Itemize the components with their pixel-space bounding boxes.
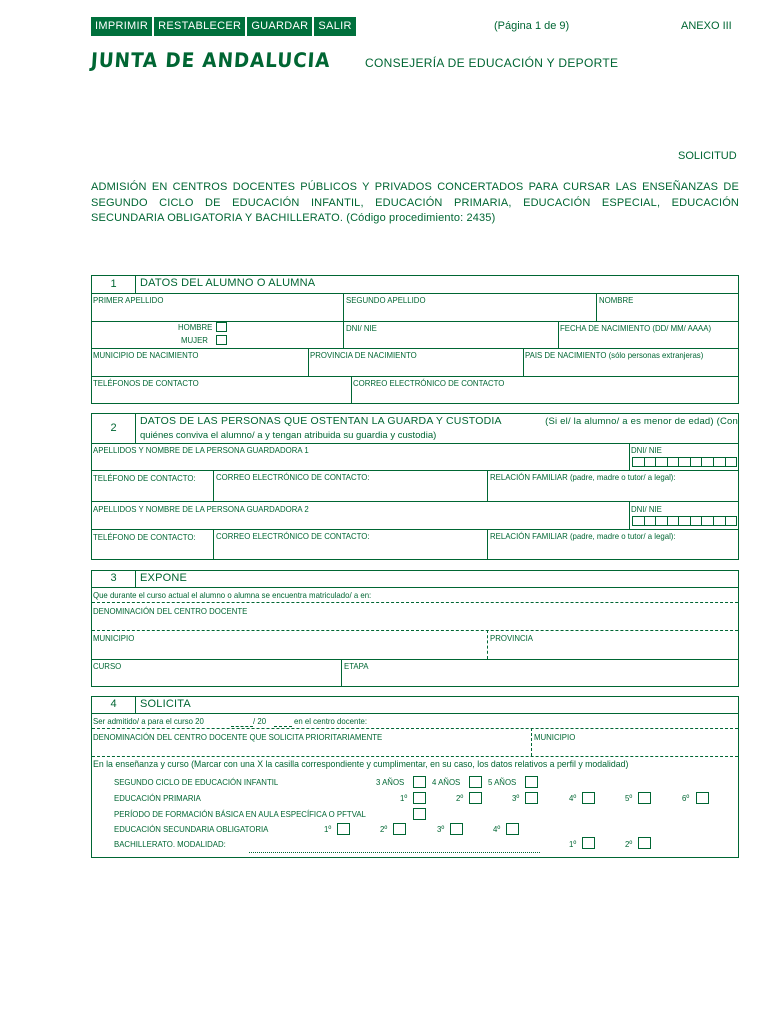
section-4 — [91, 696, 739, 858]
bach-2-label: 2º — [625, 839, 633, 849]
section-3-number: 3 — [92, 571, 136, 587]
pftval-label: PERÍODO DE FORMACIÓN BÁSICA EN AULA ESPECÍFICA O PFTVAL — [114, 809, 366, 819]
guardian-2-relation-label: RELACIÓN FAMILIAR (padre, madre o tutor/ a legal): — [490, 531, 676, 541]
bachillerato-label: BACHILLERATO. MODALIDAD: — [114, 839, 226, 849]
contact-email-label: CORREO ELECTRÓNICO DE CONTACTO — [353, 378, 505, 388]
guardian-2-dni-label: DNI/ NIE — [631, 504, 662, 514]
guardian-2-dni-boxes[interactable] — [632, 516, 737, 526]
section-3-title: EXPONE — [140, 572, 188, 584]
male-checkbox[interactable] — [216, 322, 227, 332]
exit-button[interactable]: SALIR — [314, 17, 355, 36]
page-indicator: (Página 1 de 9) — [494, 20, 570, 32]
section-2 — [91, 413, 739, 560]
birth-municipality-label: MUNICIPIO DE NACIMIENTO — [93, 350, 199, 360]
guardian-1-name-label: APELLIDOS Y NOMBRE DE LA PERSONA GUARDADORA 1 — [93, 445, 309, 455]
section-3 — [91, 570, 739, 687]
current-school-label: DENOMINACIÓN DEL CENTRO DOCENTE — [93, 606, 248, 616]
eso-1-checkbox[interactable] — [337, 823, 350, 835]
infant-education-label: SEGUNDO CICLO DE EDUCACIÓN INFANTIL — [114, 777, 279, 787]
birth-province-label: PROVINCIA DE NACIMIENTO — [310, 350, 417, 360]
guardian-2-name-label: APELLIDOS Y NOMBRE DE LA PERSONA GUARDADORA 2 — [93, 504, 309, 514]
age-5-label: 5 AÑOS — [488, 777, 517, 787]
age-3-label: 3 AÑOS — [376, 777, 405, 787]
age-3-checkbox[interactable] — [413, 776, 426, 788]
eso-3-label: 3º — [437, 824, 445, 834]
procedure-description: ADMISIÓN EN CENTROS DOCENTES PÚBLICOS Y PRIVADOS CONCERTADOS PARA CURSAR LAS ENSEÑANZAS DE SEGUNDO CICLO DE EDUCACIÓN INFANTIL, EDUCACIÓN PRIMARIA, EDUCACIÓN ESPECIAL, EDUCACIÓN SECUNDARIA OBLIGATORIA Y BACHILLERATO. (Código procedimiento: 2435) — [91, 181, 739, 224]
section-4-number: 4 — [92, 697, 136, 713]
age-5-checkbox[interactable] — [525, 776, 538, 788]
current-municipality-label: MUNICIPIO — [93, 633, 135, 643]
section-2-subtitle-b: quiénes conviva el alumno/ a y tengan atribuida su guardia y custodia) — [140, 430, 437, 441]
eso-2-label: 2º — [380, 824, 388, 834]
guardian-1-relation-label: RELACIÓN FAMILIAR (padre, madre o tutor/ a legal): — [490, 472, 676, 482]
guardian-1-phone-label: TELÉFONO DE CONTACTO: — [93, 473, 196, 483]
department-name: CONSEJERÍA DE EDUCACIÓN Y DEPORTE — [365, 56, 619, 70]
bach-2-checkbox[interactable] — [638, 837, 651, 849]
eso-3-checkbox[interactable] — [450, 823, 463, 835]
admission-school-label: en el centro docente: — [294, 716, 368, 726]
primary-4-checkbox[interactable] — [582, 792, 595, 804]
section-1-title: DATOS DEL ALUMNO O ALUMNA — [140, 277, 316, 289]
current-stage-label: ETAPA — [344, 661, 369, 671]
toolbar — [91, 17, 356, 36]
admission-year-label: Ser admitido/ a para el curso 20 — [93, 716, 204, 726]
admission-year-slash: / 20 — [253, 716, 267, 726]
primary-5-label: 5º — [625, 793, 633, 803]
section-2-title — [140, 415, 738, 428]
primary-1-checkbox[interactable] — [413, 792, 426, 804]
secondary-education-label: EDUCACIÓN SECUNDARIA OBLIGATORIA — [114, 824, 269, 834]
primary-education-label: EDUCACIÓN PRIMARIA — [114, 793, 201, 803]
guardian-1-dni-boxes[interactable] — [632, 457, 737, 467]
section-2-subtitle-a: (Si el/ la alumno/ a es menor de edad) (Con — [545, 416, 738, 427]
birth-date-label: FECHA DE NACIMIENTO (DD/ MM/ AAAA) — [560, 323, 712, 333]
age-4-checkbox[interactable] — [469, 776, 482, 788]
primary-2-checkbox[interactable] — [469, 792, 482, 804]
primary-3-label: 3º — [512, 793, 520, 803]
male-label: HOMBRE — [178, 322, 213, 332]
bachillerato-modality-field[interactable] — [249, 852, 540, 853]
female-checkbox[interactable] — [216, 335, 227, 345]
age-4-label: 4 AÑOS — [432, 777, 461, 787]
pftval-checkbox[interactable] — [413, 808, 426, 820]
primary-1-label: 1º — [400, 793, 408, 803]
current-province-label: PROVINCIA — [490, 633, 534, 643]
doc-type: SOLICITUD — [678, 150, 737, 162]
student-dni-label: DNI/ NIE — [346, 323, 377, 333]
primary-6-checkbox[interactable] — [696, 792, 709, 804]
eso-1-label: 1º — [324, 824, 332, 834]
section-1 — [91, 275, 739, 404]
eso-4-checkbox[interactable] — [506, 823, 519, 835]
first-surname-label: PRIMER APELLIDO — [93, 295, 164, 305]
female-label: MUJER — [181, 335, 208, 345]
birth-country-label: PAIS DE NACIMIENTO (sólo personas extranjeras) — [525, 350, 704, 360]
guardian-2-phone-label: TELÉFONO DE CONTACTO: — [93, 532, 196, 542]
current-course-label: CURSO — [93, 661, 122, 671]
second-surname-label: SEGUNDO APELLIDO — [346, 295, 426, 305]
primary-5-checkbox[interactable] — [638, 792, 651, 804]
guardian-2-email-label: CORREO ELECTRÓNICO DE CONTACTO: — [216, 531, 370, 541]
section-2-title-text: DATOS DE LAS PERSONAS QUE OSTENTAN LA GUARDA Y CUSTODIA — [140, 415, 502, 427]
save-button[interactable]: GUARDAR — [247, 17, 312, 36]
section-4-title: SOLICITA — [140, 698, 191, 710]
annex-label: ANEXO III — [681, 20, 732, 32]
primary-4-label: 4º — [569, 793, 577, 803]
priority-municipality-label: MUNICIPIO — [534, 732, 576, 742]
primary-3-checkbox[interactable] — [525, 792, 538, 804]
primary-6-label: 6º — [682, 793, 690, 803]
guardian-1-dni-label: DNI/ NIE — [631, 445, 662, 455]
reset-button[interactable]: RESTABLECER — [154, 17, 245, 36]
first-name-label: NOMBRE — [599, 295, 634, 305]
eso-2-checkbox[interactable] — [393, 823, 406, 835]
primary-2-label: 2º — [456, 793, 464, 803]
guardian-1-email-label: CORREO ELECTRÓNICO DE CONTACTO: — [216, 472, 370, 482]
bach-1-label: 1º — [569, 839, 577, 849]
section-1-number: 1 — [92, 276, 136, 293]
junta-logo: JUNTA DE ANDALUCIA — [90, 48, 332, 72]
eso-4-label: 4º — [493, 824, 501, 834]
priority-school-label: DENOMINACIÓN DEL CENTRO DOCENTE QUE SOLICITA PRIORITARIAMENTE — [93, 732, 383, 742]
teaching-course-instructions: En la enseñanza y curso (Marcar con una X la casilla correspondiente y cumplimentar, en su caso, los datos relativos a perfil y modalidad) — [93, 759, 629, 770]
bach-1-checkbox[interactable] — [582, 837, 595, 849]
contact-phones-label: TELÉFONOS DE CONTACTO — [93, 378, 199, 388]
section-2-number: 2 — [92, 414, 136, 443]
print-button[interactable]: IMPRIMIR — [91, 17, 152, 36]
current-enrollment-intro: Que durante el curso actual el alumno o alumna se encuentra matriculado/ a en: — [93, 590, 372, 600]
